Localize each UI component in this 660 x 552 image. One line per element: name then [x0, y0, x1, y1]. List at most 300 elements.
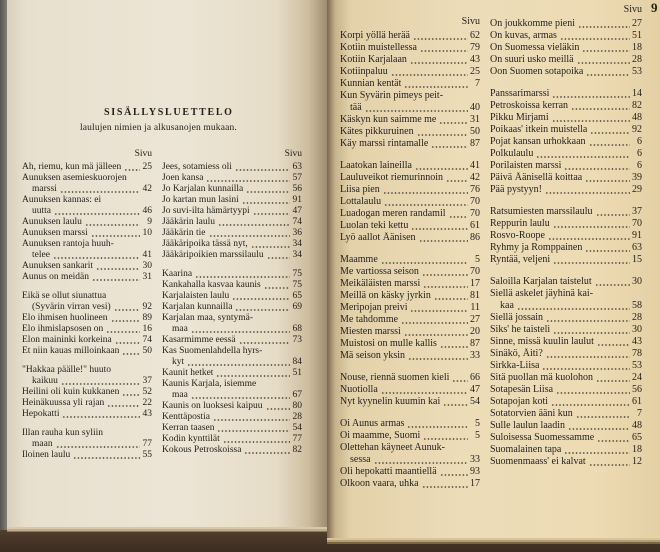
toc-entry [490, 432, 642, 444]
entry-title: Suloisessa Suomessamme [490, 432, 595, 443]
page-number: 47 [470, 384, 480, 395]
entry-title: Pikku Mirjami [490, 112, 549, 123]
toc-entry [340, 430, 480, 442]
entry-title: Siellä jossain [490, 312, 544, 323]
entry-title: Aunuksen kannas: ei [22, 195, 102, 205]
page-number: 18 [632, 444, 642, 455]
dot-leader [589, 144, 630, 146]
dot-leader [232, 298, 290, 300]
dot-leader [191, 331, 290, 333]
page-number: 9 [147, 217, 152, 227]
entry-title: Karjalaisten laulu [162, 291, 230, 301]
entry-title: Petroskoissa kerran [490, 100, 569, 111]
toc-entry [340, 196, 480, 208]
dot-leader [408, 358, 468, 360]
entry-title: Nuotiolla [340, 384, 378, 395]
dot-leader [106, 331, 140, 333]
toc-entry [22, 450, 152, 461]
dot-leader [553, 262, 630, 264]
page-number: 62 [470, 30, 480, 41]
page-number: 74 [292, 217, 302, 227]
toc-line [340, 54, 480, 66]
entry-title: Oon Suomen sotapoika [490, 66, 584, 77]
dot-leader [61, 383, 140, 385]
letter-group [490, 276, 642, 468]
page-number: 31 [142, 272, 152, 282]
dot-leader [596, 380, 630, 382]
page-number: 7 [475, 78, 480, 89]
dot-leader [410, 62, 468, 64]
entry-title: Kätes pikkuruinen [340, 126, 414, 137]
dot-leader [589, 464, 630, 466]
entry-title: Kas Suomenlahdella hyrs- [162, 346, 263, 356]
dot-leader [597, 440, 630, 442]
entry-title-continuation: kyt [172, 357, 185, 367]
toc-entry [490, 184, 642, 196]
dot-leader [218, 224, 290, 226]
letter-group [22, 428, 152, 461]
toc-entry [340, 42, 480, 54]
toc-entry [162, 335, 302, 346]
dot-leader [553, 332, 630, 334]
toc-line [490, 54, 642, 66]
dot-leader [381, 262, 468, 264]
page-number: 53 [632, 66, 642, 77]
folio-page-number: 9 [651, 0, 658, 15]
dot-leader [54, 213, 140, 215]
toc-entry [162, 346, 302, 368]
page-number: 68 [292, 324, 302, 334]
entry-title: Aunuksen asemieskuorojen [22, 173, 127, 183]
entry-title: Illan rauha kun syliin [22, 428, 103, 438]
toc-entry [162, 291, 302, 302]
page-number: 77 [142, 439, 152, 449]
page-number: 50 [470, 126, 480, 137]
entry-title: Oi Aunus armas [340, 418, 405, 429]
entry-title: Kaunis Karjala, isiemme [162, 379, 257, 389]
toc-line [22, 335, 152, 346]
entry-title: Lauluveikot riemurinnoin [340, 172, 444, 183]
entry-title: Luadogan meren randamil [340, 208, 446, 219]
toc-line [162, 173, 302, 184]
toc-entry [340, 126, 480, 138]
entry-title: Panssarimarssi [490, 88, 550, 99]
dot-leader [244, 452, 290, 454]
page-number: 92 [142, 302, 152, 312]
dot-leader [449, 216, 468, 218]
entry-title: Korpi yöllä herää [340, 30, 410, 41]
dot-leader [422, 486, 468, 488]
letter-group [162, 269, 302, 456]
dot-leader [246, 191, 290, 193]
page-column-label: Sivu [461, 16, 480, 27]
letter-group [490, 88, 642, 196]
toc-line [162, 250, 302, 261]
page-number: 70 [470, 266, 480, 277]
dot-leader [92, 279, 140, 281]
entry-title: Liisa pien [340, 184, 380, 195]
toc-entry [340, 220, 480, 232]
toc-entry [340, 90, 480, 114]
entry-title: Sotapojan koti [490, 396, 549, 407]
toc-entry [162, 195, 302, 206]
toc-entry [340, 78, 480, 90]
toc-line [490, 218, 642, 230]
toc-line [22, 217, 152, 228]
dot-leader [417, 134, 468, 136]
toc-entry [162, 269, 302, 280]
page-number: 53 [632, 360, 642, 371]
dot-leader [440, 346, 468, 348]
toc-line [490, 372, 642, 384]
page-number: 91 [632, 230, 642, 241]
dot-leader [415, 168, 468, 170]
page-number: 17 [470, 478, 480, 489]
dot-leader [235, 169, 290, 171]
entry-title-continuation: tää [350, 102, 362, 113]
toc-line [162, 357, 302, 368]
toc-line [22, 376, 152, 387]
entry-title: Sinäkö, Äiti? [490, 348, 543, 359]
dot-leader [267, 257, 290, 259]
page-number: 84 [292, 357, 302, 367]
toc-line [490, 230, 642, 242]
entry-title: Kankahalla kasvaa kaunis [162, 280, 261, 290]
toc-line [490, 172, 642, 184]
entry-title: Luolan teki kettu [340, 220, 409, 231]
toc-line [490, 456, 642, 468]
toc-entry [162, 302, 302, 313]
dot-leader [564, 168, 630, 170]
letter-group [22, 291, 152, 357]
entry-title: Mä seison yksin [340, 350, 405, 361]
entry-title: Heilini oli kuin kukkanen [22, 387, 120, 397]
toc-entry [22, 173, 152, 195]
entry-title: Jo suvi-ilta hämärtyypi [162, 206, 250, 216]
letter-group [340, 418, 480, 490]
page-number: 55 [142, 450, 152, 460]
page-number: 11 [470, 302, 480, 313]
dot-leader [411, 228, 468, 230]
toc-line [490, 396, 642, 408]
toc-line [340, 184, 480, 196]
page-number: 6 [637, 136, 642, 147]
toc-line [162, 302, 302, 313]
dot-leader [242, 202, 290, 204]
entry-title: Meillä on käsky jyrkin [340, 290, 431, 301]
dot-leader [413, 38, 468, 40]
page-number: 70 [632, 218, 642, 229]
dot-leader [73, 457, 140, 459]
page-number: 17 [470, 278, 480, 289]
entry-title: On Suomessa vieläkin [490, 42, 580, 53]
toc-line [340, 42, 480, 54]
entry-title-continuation: maan [32, 439, 53, 449]
toc-line [340, 160, 480, 172]
page-number: 41 [142, 250, 152, 260]
toc-entry [340, 290, 480, 302]
toc-line [490, 254, 642, 266]
dot-leader [114, 309, 140, 311]
toc-entry [162, 228, 302, 239]
page-number: 66 [470, 372, 480, 383]
toc-line [340, 102, 480, 114]
toc-entry [490, 30, 642, 42]
page-column-label: Sivu [284, 149, 302, 159]
entry-title: "Hakkaa päälle!" huuto [22, 365, 111, 375]
page-number: 78 [632, 348, 642, 359]
dot-leader [586, 74, 630, 76]
page-number: 16 [142, 324, 152, 334]
toc-entry [22, 313, 152, 324]
toc-line [340, 254, 480, 266]
entry-title: Lyö aallot Äänisen [340, 232, 416, 243]
toc-line [22, 450, 152, 461]
entry-title: Jääkärin laulu [162, 217, 216, 227]
entry-title: Porilaisten marssi [490, 160, 562, 171]
letter-group [22, 365, 152, 420]
page-column-label: Sivu [134, 149, 152, 159]
page-number: 41 [470, 160, 480, 171]
toc-entry [490, 242, 642, 254]
dot-leader [545, 192, 630, 194]
toc-line [162, 368, 302, 379]
toc-entry [22, 291, 152, 313]
toc-line [340, 372, 480, 384]
entry-title: Aunuksen laulu [22, 217, 82, 227]
entry-title: Pää pystyyn! [490, 184, 542, 195]
page-number: 54 [292, 423, 302, 433]
dot-leader [404, 334, 468, 336]
page-number: 28 [632, 312, 642, 323]
toc-entry [162, 162, 302, 173]
toc-line [340, 66, 480, 78]
toc-entry [340, 114, 480, 126]
toc-entry [162, 184, 302, 195]
toc-line [162, 434, 302, 445]
entry-title: On kuvas, armas [490, 30, 557, 41]
toc-entry [22, 365, 152, 387]
toc-entry [162, 379, 302, 401]
dot-leader [546, 356, 630, 358]
entry-title: Kunnian kentät [340, 78, 402, 89]
dot-leader [590, 132, 630, 134]
toc-entry [22, 398, 152, 409]
page-number: 34 [292, 239, 302, 249]
dot-leader [206, 180, 290, 182]
entry-title: Eikä se ollut siunattua [22, 291, 107, 301]
page-number: 79 [470, 42, 480, 53]
toc-line [22, 346, 152, 357]
toc-line [490, 66, 642, 78]
toc-line [162, 324, 302, 335]
toc-line [340, 220, 480, 232]
toc-entry [490, 420, 642, 432]
entry-title: Oi maamme, Suomi [340, 430, 421, 441]
letter-group [340, 372, 480, 408]
entry-title: Kun Syvärin pimeys peit- [340, 90, 444, 101]
toc-entry [162, 239, 302, 250]
toc-entry [490, 444, 642, 456]
toc-column-left [340, 14, 480, 490]
toc-entry [162, 412, 302, 423]
letter-group [162, 162, 302, 261]
page-number: 5 [475, 430, 480, 441]
page-number: 56 [292, 184, 302, 194]
toc-entry [340, 314, 480, 326]
entry-title: Karjalan maa, syntymä- [162, 313, 254, 323]
entry-title: Oli hepokatti maantiellä [340, 466, 437, 477]
toc-line [340, 302, 480, 314]
toc-line [162, 162, 302, 173]
entry-title: Sotapesän Liisa [490, 384, 554, 395]
entry-title: Hepokatti [22, 409, 60, 419]
page-number: 30 [632, 276, 642, 287]
page-number: 7 [637, 408, 642, 419]
toc-line [490, 184, 642, 196]
dot-leader [85, 224, 140, 226]
entry-title: Jo Karjalan kunnailla [162, 184, 244, 194]
toc-entry [340, 208, 480, 220]
page-number: 43 [470, 54, 480, 65]
page-number: 43 [632, 336, 642, 347]
toc-line [490, 124, 642, 136]
toc-line [340, 350, 480, 362]
toc-line [490, 206, 642, 218]
dot-leader [446, 180, 468, 182]
dot-leader [374, 462, 468, 464]
toc-line [22, 184, 152, 195]
entry-title: Elo ihmisen huolineen [22, 313, 108, 323]
letter-group [340, 254, 480, 362]
toc-entry [490, 100, 642, 112]
entry-title: Karjalan kunnailla [162, 302, 233, 312]
page-number: 6 [637, 148, 642, 159]
page-number: 73 [292, 335, 302, 345]
entry-title-continuation: (Syvärin virran vesi) [32, 302, 111, 312]
toc-entry [22, 261, 152, 272]
toc-entry [490, 288, 642, 312]
toc-entry [162, 313, 302, 335]
toc-line [490, 88, 642, 100]
dot-leader [571, 108, 630, 110]
toc-entry [340, 266, 480, 278]
page-number: 63 [632, 242, 642, 253]
toc-line [162, 423, 302, 434]
entry-title: Joen kansa [162, 173, 204, 183]
toc-entry [490, 18, 642, 30]
toc-line [162, 412, 302, 423]
dot-leader [596, 214, 631, 216]
entry-title: Olkoon vaara, uhka [340, 478, 419, 489]
entry-title: Polkulaulu [490, 148, 534, 159]
entry-title: Kotiin Karjalaan [340, 54, 407, 65]
entry-title: Jees, sotamiess oli [162, 162, 232, 172]
page-number: 89 [142, 313, 152, 323]
entry-title: Lottalaulu [340, 196, 382, 207]
toc-entry [490, 136, 642, 148]
dot-leader [264, 287, 290, 289]
dot-leader [419, 240, 468, 242]
dot-leader [578, 26, 630, 28]
page-number: 58 [632, 300, 642, 311]
toc-column-right [490, 2, 642, 468]
page-number: 27 [632, 18, 642, 29]
entry-title: Aunuksen marssi [22, 228, 88, 238]
dot-leader [564, 452, 630, 454]
entry-title: Suomenmaass' ei kalvat [490, 456, 586, 467]
page-number: 65 [292, 291, 302, 301]
dot-leader [576, 416, 630, 418]
dot-leader [410, 310, 468, 312]
toc-entry [490, 360, 642, 372]
toc-line [162, 291, 302, 302]
page-number: 36 [292, 228, 302, 238]
entry-title: Reppurin laulu [490, 218, 550, 229]
toc-line [340, 232, 480, 244]
toc-line [340, 338, 480, 350]
toc-line [162, 335, 302, 346]
dot-leader [107, 405, 140, 407]
dot-leader [552, 120, 630, 122]
toc-entry [340, 302, 480, 314]
toc-entry [340, 54, 480, 66]
letter-group [340, 30, 480, 150]
dot-leader [217, 430, 290, 432]
dot-leader [381, 392, 468, 394]
toc-line [490, 432, 642, 444]
dot-leader [115, 342, 140, 344]
dot-leader [253, 213, 290, 215]
page-number: 5 [475, 254, 480, 265]
toc-line [340, 278, 480, 290]
toc-entry [490, 66, 642, 78]
dot-leader [546, 320, 630, 322]
dot-leader [53, 257, 140, 259]
toc-entry [490, 206, 642, 218]
toc-entry [22, 428, 152, 450]
dot-leader [552, 96, 630, 98]
dot-leader [365, 110, 468, 112]
page-number: 50 [142, 346, 152, 356]
entry-title: Jääkärin tie [162, 228, 206, 238]
page-number: 52 [142, 387, 152, 397]
dot-leader [235, 309, 290, 311]
toc-line [340, 290, 480, 302]
toc-column-left [22, 146, 152, 461]
page-number: 37 [632, 206, 642, 217]
toc-line [490, 160, 642, 172]
entry-title-continuation: kaikuu [32, 376, 58, 386]
left-page [7, 0, 328, 527]
toc-line [490, 136, 642, 148]
toc-line [340, 396, 480, 408]
page-number: 43 [142, 409, 152, 419]
page-number: 42 [142, 184, 152, 194]
dot-leader [431, 146, 468, 148]
entry-title: Kerran taasen [162, 423, 215, 433]
page-number: 34 [292, 250, 302, 260]
dot-leader [209, 235, 290, 237]
page-number: 63 [292, 162, 302, 172]
entry-title: Sirkka-Liisa [490, 360, 540, 371]
dot-leader [597, 344, 630, 346]
entry-title: Miesten marssi [340, 326, 401, 337]
entry-title: Kotiin muistellessa [340, 42, 417, 53]
toc-entry [22, 162, 152, 173]
toc-line [490, 276, 642, 288]
entry-title: Kotiinpaluu [340, 66, 388, 77]
